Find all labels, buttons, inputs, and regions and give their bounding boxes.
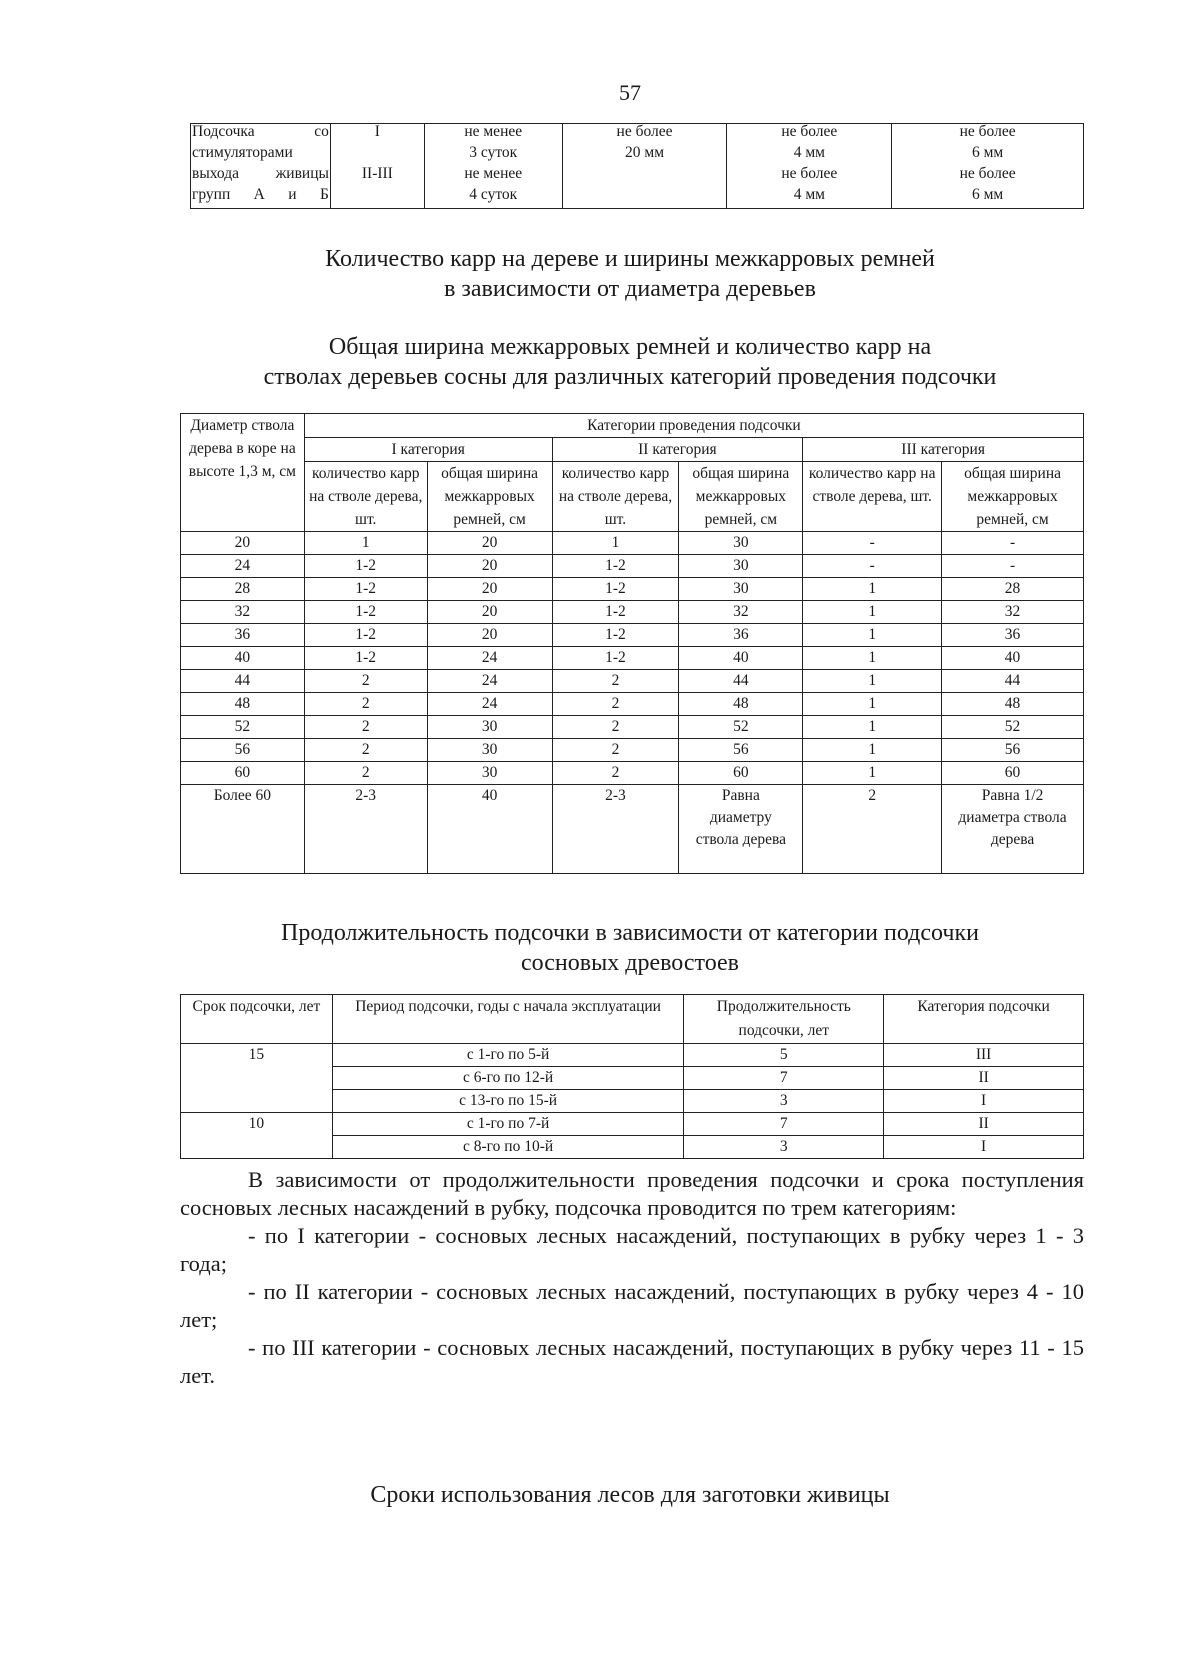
subheader: количество карр на стволе дерева, шт. xyxy=(304,462,427,532)
table-cell: 40 xyxy=(427,785,552,874)
table-cell: 52 xyxy=(181,716,305,739)
table-cell: с 1-го по 5-й xyxy=(332,1044,684,1067)
table-cell: 1-2 xyxy=(304,647,427,670)
table-cell: с 1-го по 7-й xyxy=(332,1113,684,1136)
table-row xyxy=(181,647,1084,670)
column-header: Категория подсочки xyxy=(884,995,1084,1044)
table-cell: 30 xyxy=(679,578,803,601)
heading-line: Количество карр на дереве и ширины межкарровых ремней xyxy=(325,246,935,272)
table-cell: с 6-го по 12-й xyxy=(332,1067,684,1090)
heading-line: Общая ширина межкарровых ремней и количество карр на xyxy=(328,334,932,360)
table-cell: 48 xyxy=(181,693,305,716)
table-cell: не более xyxy=(892,166,1084,187)
table-cell: 7 xyxy=(684,1113,884,1136)
table-cell: 1-2 xyxy=(304,578,427,601)
table-cell: не менее xyxy=(424,124,562,146)
table-cell: 20 xyxy=(427,624,552,647)
diameter-header: Диаметр ствола дерева в коре на высоте 1,3 м, см xyxy=(181,414,305,532)
table-row xyxy=(181,762,1084,785)
term-cell: 10 xyxy=(181,1113,333,1159)
paragraph-intro: В зависимости от продолжительности проведения подсочки и срока поступления сосновых лесных насаждений в рубку, подсочка проводится по трем категориям: xyxy=(180,1167,1084,1220)
table-cell: 2 xyxy=(304,739,427,762)
table-cell: II xyxy=(884,1067,1084,1090)
table-cell: 44 xyxy=(679,670,803,693)
table-cell: 2 xyxy=(552,762,679,785)
table-cell: 1 xyxy=(552,532,679,555)
table-cell: 2 xyxy=(552,739,679,762)
table-cell: 1-2 xyxy=(304,601,427,624)
subheader: количество карр на стволе дерева, шт. xyxy=(552,462,679,532)
page-number: 57 xyxy=(619,80,641,105)
body-text xyxy=(180,1166,1084,1390)
table-cell: 1 xyxy=(803,693,942,716)
column-header: Продолжительность подсочки, лет xyxy=(684,995,884,1044)
table-cell: не менее xyxy=(424,166,562,187)
categories-header: Категории проведения подсочки xyxy=(304,414,1083,438)
table-cell: 60 xyxy=(942,762,1084,785)
table-row xyxy=(181,624,1084,647)
table-cell: 52 xyxy=(942,716,1084,739)
subheader: общая ширина межкарровых ремней, см xyxy=(942,462,1084,532)
duration-table xyxy=(180,994,1084,1159)
table-cell: 48 xyxy=(942,693,1084,716)
table-row xyxy=(191,187,1084,209)
column-header: Период подсочки, годы с начала эксплуатации xyxy=(332,995,684,1044)
table-cell: 60 xyxy=(679,762,803,785)
table-cell: 36 xyxy=(181,624,305,647)
table-cell: 2 xyxy=(304,693,427,716)
table-cell: с 13-го по 15-й xyxy=(332,1090,684,1113)
table-row xyxy=(181,532,1084,555)
table-cell: 5 xyxy=(684,1044,884,1067)
subheader: общая ширина межкарровых ремней, см xyxy=(427,462,552,532)
table-cell: 20 xyxy=(427,578,552,601)
table-row xyxy=(191,124,1084,146)
table-cell: 30 xyxy=(679,532,803,555)
table-cell: 20 мм xyxy=(562,145,727,166)
table-cell: 52 xyxy=(679,716,803,739)
table-cell: 3 xyxy=(684,1090,884,1113)
table-cell: 2 xyxy=(803,785,942,874)
table-cell: - xyxy=(803,555,942,578)
table-cell: 20 xyxy=(427,601,552,624)
heading-line: в зависимости от диаметра деревьев xyxy=(444,276,816,302)
list-item: - по III категории - сосновых лесных насаждений, поступающих в рубку через 11 - 15 лет. xyxy=(180,1335,1084,1388)
table-cell: 1 xyxy=(803,578,942,601)
table-cell: 56 xyxy=(181,739,305,762)
table-cell: 1 xyxy=(803,670,942,693)
table-cell: 3 xyxy=(684,1136,884,1159)
table-cell: 4 суток xyxy=(424,187,562,209)
table-cell: 20 xyxy=(181,532,305,555)
table-cell: 56 xyxy=(679,739,803,762)
table-cell: 1 xyxy=(803,601,942,624)
table-cell: 2 xyxy=(304,716,427,739)
table-cell: 36 xyxy=(679,624,803,647)
table-cell: 40 xyxy=(181,647,305,670)
table-cell: 1-2 xyxy=(552,555,679,578)
table-cell: 4 мм xyxy=(727,187,892,209)
table-cell: - xyxy=(803,532,942,555)
table-cell: 30 xyxy=(679,555,803,578)
table-cell: 1 xyxy=(803,624,942,647)
subheader: количество карр на стволе дерева, шт. xyxy=(803,462,942,532)
table-cell: 7 xyxy=(684,1067,884,1090)
table-cell xyxy=(562,187,727,209)
table-cell: 1-2 xyxy=(552,601,679,624)
table-cell: 24 xyxy=(181,555,305,578)
subheader: общая ширина межкарровых ремней, см xyxy=(679,462,803,532)
table-cell: 1 xyxy=(803,647,942,670)
table-cell: не более xyxy=(892,124,1084,146)
table-cell: 30 xyxy=(427,716,552,739)
table-cell: I xyxy=(330,124,424,146)
table-cell: 30 xyxy=(427,762,552,785)
table-row xyxy=(181,601,1084,624)
row-label: стимуляторами xyxy=(191,145,331,166)
table-cell: Равна 1/2 диаметра ствола дерева xyxy=(942,785,1084,874)
table-cell: 32 xyxy=(942,601,1084,624)
table-cell: 1 xyxy=(803,739,942,762)
table-cell: 6 мм xyxy=(892,187,1084,209)
table-cell xyxy=(562,166,727,187)
continued-table xyxy=(190,123,1084,209)
section-heading-1 xyxy=(0,244,1200,304)
table-cell: 40 xyxy=(942,647,1084,670)
table-cell: 30 xyxy=(427,739,552,762)
heading-line: сосновых древостоев xyxy=(521,950,739,976)
table-cell: 56 xyxy=(942,739,1084,762)
list-item: - по II категории - сосновых лесных насаждений, поступающих в рубку через 4 - 10 лет; xyxy=(180,1279,1084,1332)
table-cell: II-III xyxy=(330,166,424,187)
table-row xyxy=(181,716,1084,739)
list-item: - по I категории - сосновых лесных насаждений, поступающих в рубку через 1 - 3 года; xyxy=(180,1223,1084,1276)
table-cell: 28 xyxy=(181,578,305,601)
table-cell: 24 xyxy=(427,647,552,670)
table-cell: 24 xyxy=(427,670,552,693)
heading-line: Продолжительность подсочки в зависимости от категории подсочки xyxy=(281,920,979,946)
table-cell: 1-2 xyxy=(552,578,679,601)
category-header: I категория xyxy=(304,438,552,462)
table-cell: с 8-го по 10-й xyxy=(332,1136,684,1159)
table-cell: 2 xyxy=(552,670,679,693)
table-row xyxy=(181,785,1084,874)
heading-line: стволах деревьев сосны для различных категорий проведения подсочки xyxy=(263,364,997,390)
table-row xyxy=(181,693,1084,716)
table-cell: 3 суток xyxy=(424,145,562,166)
table-row xyxy=(181,1044,1084,1067)
row-label: групп А и Б xyxy=(191,187,331,209)
table-cell: 28 xyxy=(942,578,1084,601)
row-label: выхода живицы xyxy=(191,166,331,187)
table-cell: I xyxy=(884,1136,1084,1159)
table-cell: II xyxy=(884,1113,1084,1136)
table-cell: 2 xyxy=(552,693,679,716)
section-heading-4: Сроки использования лесов для заготовки живицы xyxy=(370,1482,890,1508)
table-cell: 44 xyxy=(942,670,1084,693)
table-cell: 4 мм xyxy=(727,145,892,166)
table-cell: I xyxy=(884,1090,1084,1113)
table-cell: 6 мм xyxy=(892,145,1084,166)
table-row xyxy=(181,555,1084,578)
table-cell: 36 xyxy=(942,624,1084,647)
column-header: Срок подсочки, лет xyxy=(181,995,333,1044)
table-cell: 40 xyxy=(679,647,803,670)
table-cell xyxy=(330,145,424,166)
table-cell: 48 xyxy=(679,693,803,716)
table-cell: 2-3 xyxy=(304,785,427,874)
table-cell: 32 xyxy=(181,601,305,624)
row-label: Подсочка со xyxy=(191,124,331,146)
table-cell: Равна диаметру ствола дерева xyxy=(679,785,803,874)
table-cell: Более 60 xyxy=(181,785,305,874)
table-cell: не более xyxy=(727,166,892,187)
table-cell: не более xyxy=(562,124,727,146)
table-cell: 2 xyxy=(304,670,427,693)
table-cell xyxy=(330,187,424,209)
table-cell: 2 xyxy=(552,716,679,739)
carr-width-table xyxy=(180,413,1084,874)
table-row xyxy=(191,166,1084,187)
table-cell: 1-2 xyxy=(552,647,679,670)
table-cell: 1-2 xyxy=(304,624,427,647)
table-cell: 20 xyxy=(427,555,552,578)
section-heading-3 xyxy=(0,918,1200,978)
table-row xyxy=(181,739,1084,762)
table-cell: 44 xyxy=(181,670,305,693)
table-cell: не более xyxy=(727,124,892,146)
table-row xyxy=(191,145,1084,166)
section-heading-2 xyxy=(0,332,1200,392)
table-cell: III xyxy=(884,1044,1084,1067)
term-cell: 15 xyxy=(181,1044,333,1113)
table-cell: 1-2 xyxy=(304,555,427,578)
table-cell: 1 xyxy=(304,532,427,555)
category-header: III категория xyxy=(803,438,1084,462)
table-cell: 1 xyxy=(803,762,942,785)
table-row xyxy=(181,670,1084,693)
table-cell: 2-3 xyxy=(552,785,679,874)
table-cell: 24 xyxy=(427,693,552,716)
table-cell: - xyxy=(942,555,1084,578)
table-row xyxy=(181,578,1084,601)
table-row xyxy=(181,1113,1084,1136)
table-cell: 20 xyxy=(427,532,552,555)
table-cell: 32 xyxy=(679,601,803,624)
table-cell: 2 xyxy=(304,762,427,785)
table-cell: - xyxy=(942,532,1084,555)
table-cell: 1-2 xyxy=(552,624,679,647)
table-cell: 1 xyxy=(803,716,942,739)
table-cell: 60 xyxy=(181,762,305,785)
category-header: II категория xyxy=(552,438,803,462)
